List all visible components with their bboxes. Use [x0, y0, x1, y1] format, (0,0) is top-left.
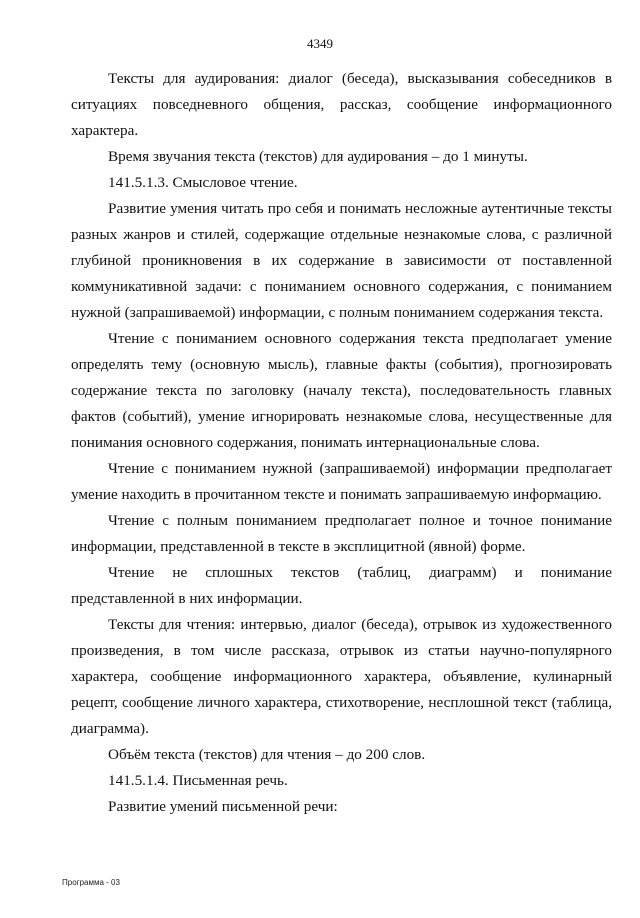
- paragraph-reading-skills: Развитие умения читать про себя и понимать несложные аутентичные тексты разных жанров и стилей, содержащие отдельные незнакомые слова, с различной глубиной проникновения в их содержание в зависимости от поставленной коммуникативной задачи: с пониманием основного содержания, с пониманием нужной (запрашиваемой) информации, с полным пониманием содержания текста.: [71, 200, 612, 321]
- paragraph-listening-duration: Время звучания текста (текстов) для аудирования – до 1 минуты.: [108, 148, 528, 165]
- paragraph-listening-texts: Тексты для аудирования: диалог (беседа), высказывания собеседников в ситуациях повседневного общения, рассказ, сообщение информационного характера.: [71, 70, 612, 139]
- section-heading-reading: 141.5.1.3. Смысловое чтение.: [108, 174, 298, 191]
- paragraph-writing-skills: Развитие умений письменной речи:: [108, 798, 338, 815]
- paragraph-reading-main-content: Чтение с пониманием основного содержания текста предполагает умение определять тему (основную мысль), главные факты (события), прогнозировать содержание текста по заголовку (началу текста), последовательность главных фактов (событий), умение игнорировать незнакомые слова, несущественные для понимания основного содержания, понимать интернациональные слова.: [71, 330, 612, 451]
- document-body: [71, 66, 612, 820]
- paragraph-reading-requested-info: Чтение с пониманием нужной (запрашиваемой) информации предполагает умение находить в прочитанном тексте и понимать запрашиваемую информацию.: [71, 460, 612, 503]
- page-number: 4349: [307, 36, 333, 51]
- section-heading-writing: 141.5.1.4. Письменная речь.: [108, 772, 288, 789]
- paragraph-reading-texts: Тексты для чтения: интервью, диалог (беседа), отрывок из художественного произведения, в том числе рассказа, отрывок из статьи научно-популярного характера, сообщение информационного характера, объявление, кулинарный рецепт, сообщение личного характера, стихотворение, несплошной текст (таблица, диаграмма).: [71, 616, 612, 737]
- paragraph-reading-full-understanding: Чтение с полным пониманием предполагает полное и точное понимание информации, представленной в тексте в эксплицитной (явной) форме.: [71, 512, 612, 555]
- page-footer: Программа - 03: [62, 878, 120, 887]
- paragraph-reading-volume: Объём текста (текстов) для чтения – до 200 слов.: [108, 746, 426, 763]
- paragraph-reading-noncontinuous: Чтение не сплошных текстов (таблиц, диаграмм) и понимание представленной в них информации.: [71, 564, 612, 607]
